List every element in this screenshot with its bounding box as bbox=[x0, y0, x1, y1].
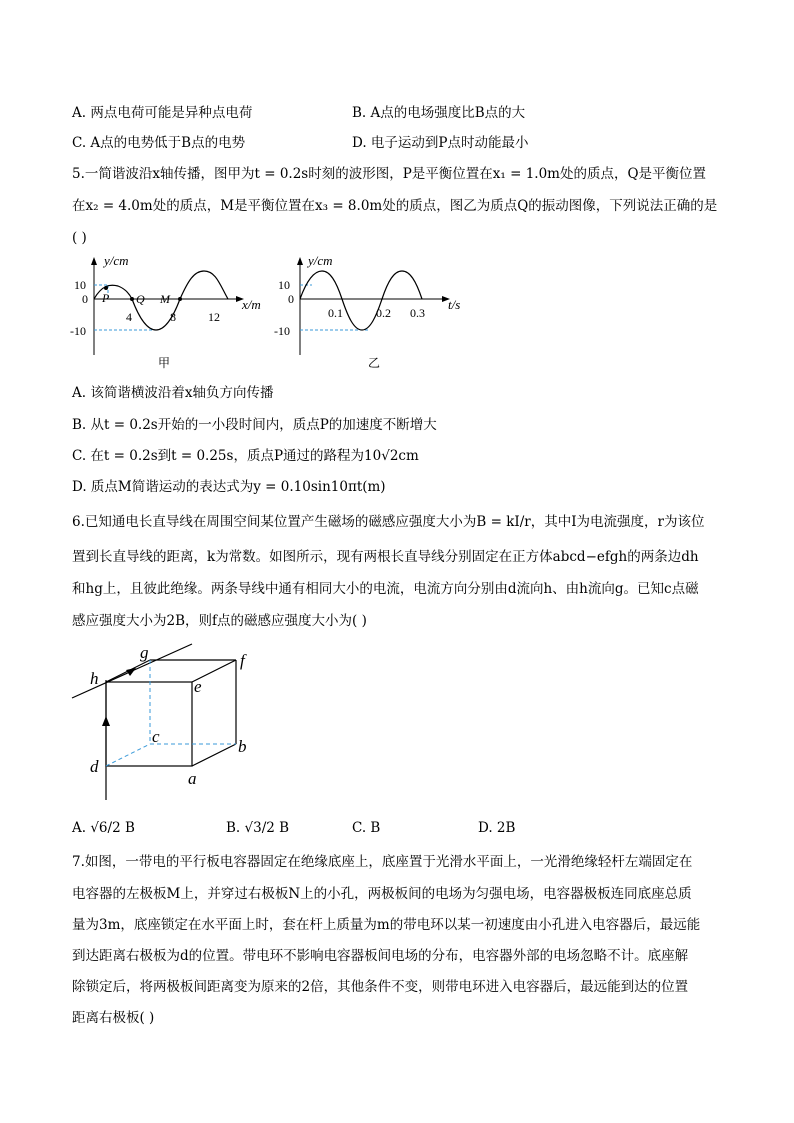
q5-stem-line2: 在x₂ = 4.0m处的质点，M是平衡位置在x₃ = 8.0m处的质点，图乙为质点Q的振动图像，下列说法正确的是 bbox=[72, 198, 718, 214]
label-m: M bbox=[160, 292, 170, 306]
graph2-xtick-03: 0.3 bbox=[410, 306, 425, 320]
label-d: d bbox=[90, 757, 99, 776]
point-q bbox=[130, 297, 134, 301]
graph1-xtick-8: 8 bbox=[170, 310, 176, 324]
point-m bbox=[178, 297, 182, 301]
q7-stem-line5: 除锁定后，将两极板间距离变为原来的2倍，其他条件不变，则带电环进入电容器后，最远能到达的位置 bbox=[72, 979, 689, 995]
label-h: h bbox=[90, 669, 99, 688]
cube-diagram bbox=[70, 640, 280, 810]
cube-front-face bbox=[106, 682, 192, 766]
q5-stem-line1: 5.一简谐波沿x轴传播，图甲为t = 0.2s时刻的波形图，P是平衡位置在x₁ = 1.0m处的质点，Q是平衡位置 bbox=[72, 166, 707, 182]
vibration-curve bbox=[300, 271, 422, 330]
graph1-ytick-10: 10 bbox=[74, 278, 86, 292]
point-p bbox=[104, 286, 108, 290]
q4-option-b: B. A点的电场强度比B点的大 bbox=[352, 105, 526, 121]
label-e: e bbox=[194, 677, 202, 696]
graph1-xtick-4: 4 bbox=[126, 310, 132, 324]
q6-stem-line1: 6.已知通电长直导线在周围空间某位置产生磁场的磁感应强度大小为B = kI/r，其中I为电流强度，r为该位 bbox=[72, 514, 705, 530]
label-c: c bbox=[152, 727, 160, 746]
q4-option-d: D. 电子运动到P点时动能最小 bbox=[352, 135, 529, 151]
q7-stem-line4: 到达距离右极板为d的位置。带电环不影响电容器板间电场的分布，电容器外部的电场忽略不计。底座解 bbox=[72, 948, 689, 964]
q6-option-c: C. B bbox=[352, 820, 381, 836]
label-a: a bbox=[188, 769, 197, 788]
label-g: g bbox=[140, 643, 149, 662]
graph2-caption: 乙 bbox=[368, 356, 381, 370]
q6-option-b: B. √3/2 B bbox=[226, 820, 290, 836]
y-axis-arrow bbox=[297, 257, 303, 265]
graph1-ytick-0: 0 bbox=[82, 292, 88, 306]
q6-option-d: D. 2B bbox=[478, 820, 516, 836]
q5-option-b: B. 从t = 0.2s开始的一小段时间内，质点P的加速度不断增大 bbox=[72, 417, 437, 433]
q6-stem-line4: 感应强度大小为2B，则f点的磁感应强度大小为( ) bbox=[72, 613, 367, 629]
graph1-caption: 甲 bbox=[158, 356, 171, 370]
graph2-ytick-10: 10 bbox=[278, 278, 290, 292]
q5-option-d: D. 质点M简谐运动的表达式为y = 0.10sin10πt(m) bbox=[72, 479, 386, 495]
q7-stem-line6: 距离右极板( ) bbox=[72, 1010, 155, 1026]
graph2-ytick-0: 0 bbox=[288, 292, 294, 306]
q7-stem-line2: 电容器的左极板M上，并穿过右极板N上的小孔，两极板间的电场为匀强电场，电容器极板连同底座总质 bbox=[72, 886, 692, 902]
q5-option-c: C. 在t = 0.2s到t = 0.25s，质点P通过的路程为10√2cm bbox=[72, 448, 419, 464]
graph2-ylabel: y/cm bbox=[308, 255, 333, 268]
graph1-xtick-12: 12 bbox=[208, 310, 220, 324]
graph1-xlabel: x/m bbox=[242, 297, 261, 312]
label-q: Q bbox=[136, 292, 145, 306]
q7-stem-line3: 量为3m，底座锁定在水平面上时，套在杆上质量为m的带电环以某一初速度由小孔进入电容器后，最远能 bbox=[72, 917, 701, 933]
q4-option-a: A. 两点电荷可能是异种点电荷 bbox=[72, 105, 253, 121]
q5-option-a: A. 该简谐横波沿着x轴负方向传播 bbox=[72, 385, 274, 401]
label-f: f bbox=[240, 651, 245, 670]
vibration-graph-yi bbox=[270, 255, 470, 375]
label-b: b bbox=[238, 737, 247, 756]
graph2-xtick-02: 0.2 bbox=[376, 306, 391, 320]
q6-stem-line2: 置到长直导线的距离，k为常数。如图所示，现有两根长直导线分别固定在正方体abcd−efgh的两条边dh bbox=[72, 549, 699, 565]
label-p: P bbox=[102, 291, 110, 305]
graph2-xtick-01: 0.1 bbox=[328, 306, 343, 320]
q5-stem-line3: ( ) bbox=[72, 230, 87, 246]
y-axis-arrow bbox=[91, 257, 97, 265]
q6-stem-line3: 和hg上，且彼此绝缘。两条导线中通有相同大小的电流，电流方向分别由d流向h、由h流向g。已知c点磁 bbox=[72, 581, 699, 597]
q6-option-a: A. √6/2 B bbox=[72, 820, 135, 836]
graph2-ytick-neg10: -10 bbox=[274, 324, 290, 338]
graph1-ytick-neg10: -10 bbox=[70, 324, 86, 338]
graph1-ylabel: y/cm bbox=[104, 255, 129, 268]
q7-stem-line1: 7.如图，一带电的平行板电容器固定在绝缘底座上，底座置于光滑水平面上，一光滑绝缘轻杆左端固定在 bbox=[72, 854, 693, 870]
graph2-xlabel: t/s bbox=[448, 297, 461, 312]
q4-option-c: C. A点的电势低于B点的电势 bbox=[72, 135, 246, 151]
wave-graph-jia bbox=[70, 255, 270, 375]
